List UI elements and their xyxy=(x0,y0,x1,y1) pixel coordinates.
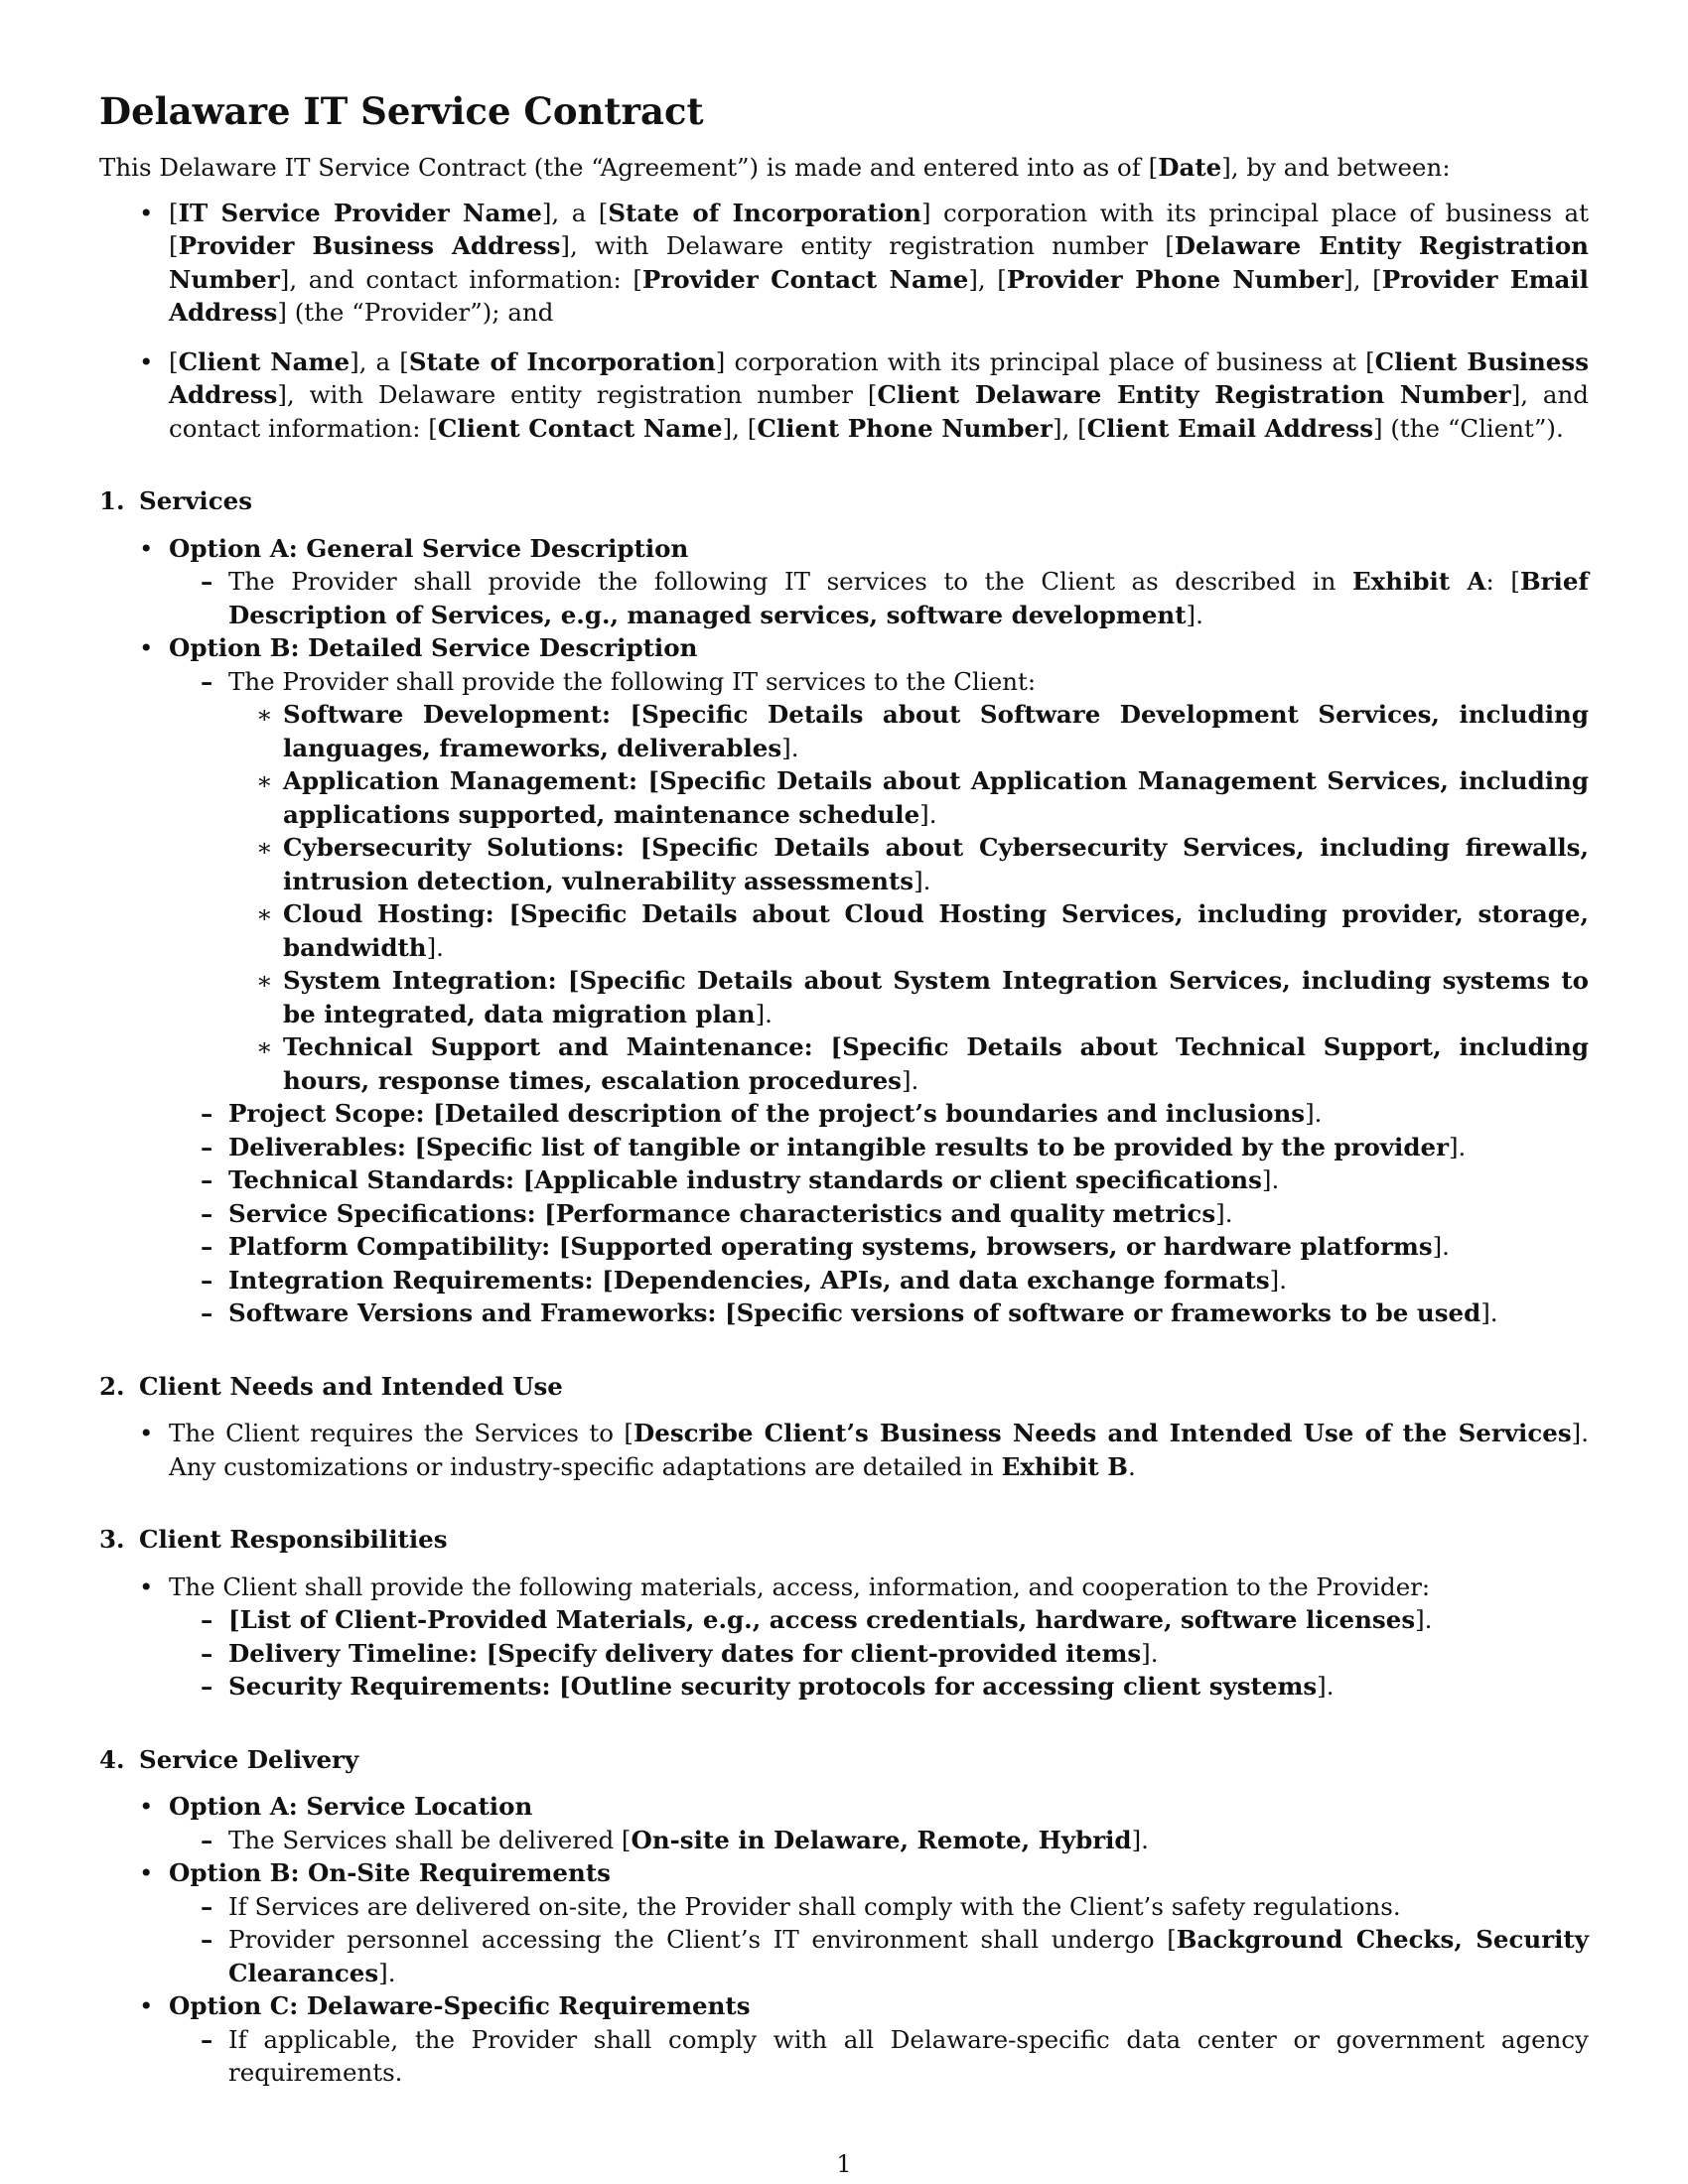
list-item: – [List of Client-Provided Materials, e.g., access credentials, hardware, software licenses]. xyxy=(169,1603,1589,1637)
list-item: ∗ Application Management: [Specific Details about Application Management Services, including applications supported, maintenance schedule]. xyxy=(228,764,1589,831)
list-item: ∗ System Integration: [Specific Details about System Integration Services, including systems to be integrated, data migration plan]. xyxy=(228,964,1589,1030)
services-options xyxy=(99,532,1589,1330)
list-item: – Integration Requirements: [Dependencies, APIs, and data exchange formats]. xyxy=(169,1264,1589,1297)
list-item: – Security Requirements: [Outline security protocols for accessing client systems]. xyxy=(169,1670,1589,1704)
list-item: ∗ Cloud Hosting: [Specific Details about Cloud Hosting Services, including provider, storage, bandwidth]. xyxy=(228,897,1589,964)
services-option-a: • Option A: General Service Description – The Provider shall provide the following IT services to the Client as described in Exhibit A: [Brief Description of Services, e.g., managed services, software development]. xyxy=(99,532,1589,632)
provider-party: • [IT Service Provider Name], a [State of Incorporation] corporation with its principal place of business at [Provider Business Address], with Delaware entity registration number [Delaware Entity Registration Number], and contact information: [Provider Contact Name], [Provider Phone Number], [Provider Email Address] (the “Provider”); and xyxy=(99,197,1589,330)
section-heading-client-responsibilities: 3. Client Responsibilities xyxy=(99,1525,448,1554)
service-type-list xyxy=(228,698,1589,1097)
delivery-option-c: • Option C: Delaware-Specific Requirements – If applicable, the Provider shall comply with all Delaware-specific data center or government agency requirements. xyxy=(99,1989,1589,2090)
services-option-a-text: – The Provider shall provide the following IT services to the Client as described in Exhibit A: [Brief Description of Services, e.g., managed services, software development]. xyxy=(169,565,1589,631)
section-heading-client-needs: 2. Client Needs and Intended Use xyxy=(99,1371,563,1401)
client-needs-list xyxy=(99,1417,1589,1483)
client-party: • [Client Name], a [State of Incorporation] corporation with its principal place of business at [Client Business Address], with Delaware entity registration number [Client Delaware Entity Registration Number], and contact information: [Client Contact Name], [Client Phone Number], [Client Email Address] (the “Client”). xyxy=(99,345,1589,446)
list-item: – If Services are delivered on-site, the Provider shall comply with the Client’s safety regulations. xyxy=(169,1890,1589,1924)
delivery-option-b: • Option B: On-Site Requirements – If Services are delivered on-site, the Provider shall comply with the Client’s safety regulations. – Provider personnel accessing the Client’s IT environment shall undergo [Background Checks, Security Clearances]. xyxy=(99,1856,1589,1989)
services-option-b-intro: – The Provider shall provide the following IT services to the Client: ∗ Software Development: [Specific Details about Software Development Services, including languages, frameworks, deliverables]. ∗ Application Management: [Specific Details about Application Management Services, including applications supported, maintenance schedule]. ∗ Cybersecurity Solutions: [Specific Details about Cybersecurity Services, including firewalls, intrusion detection, vulnerability assessments]. ∗ Cloud Hosting: [Specific Details about Cloud Hosting Services, including provider, storage, bandwidth]. ∗ System Integration: [Specific Details about System Integration Services, including systems to be integrated, data migration plan]. ∗ Technical Support and Maintenance: [Specific Details about Technical Support, including hours, response times, escalation procedures]. xyxy=(169,665,1589,1098)
list-item: ∗ Software Development: [Specific Details about Software Development Services, including languages, frameworks, deliverables]. xyxy=(228,698,1589,764)
section-heading-services: 1. Services xyxy=(99,486,253,515)
document-title: Delaware IT Service Contract xyxy=(99,89,704,133)
list-item: – Platform Compatibility: [Supported operating systems, browsers, or hardware platforms]. xyxy=(169,1230,1589,1264)
parties-list xyxy=(99,197,1589,446)
list-item: – Delivery Timeline: [Specify delivery dates for client-provided items]. xyxy=(169,1637,1589,1671)
list-item: – The Services shall be delivered [On-site in Delaware, Remote, Hybrid]. xyxy=(169,1824,1589,1857)
service-delivery-options xyxy=(99,1790,1589,2090)
intro-paragraph: This Delaware IT Service Contract (the “Agreement”) is made and entered into as of [Date], by and between: xyxy=(99,153,1451,182)
list-item: – If applicable, the Provider shall comply with all Delaware-specific data center or government agency requirements. xyxy=(169,2023,1589,2090)
client-needs-text: • The Client requires the Services to [Describe Client’s Business Needs and Intended Use of the Services]. Any customizations or industry-specific adaptations are detailed in Exhibit B. xyxy=(99,1417,1589,1483)
section-heading-service-delivery: 4. Service Delivery xyxy=(99,1744,359,1774)
page-number: 1 xyxy=(836,2150,852,2178)
services-option-b: • Option B: Detailed Service Description – The Provider shall provide the following IT services to the Client: ∗ Software Development: [Specific Details about Software Development Services, including languages, frameworks, deliverables]. ∗ Application Management: [Specific Details about Application Management Services, including applications supported, maintenance schedule]. ∗ Cybersecurity Solutions: [Specific Details about Cybersecurity Services, including firewalls, intrusion detection, vulnerability assessments]. ∗ Cloud Hosting: [Specific Details about Cloud Hosting Services, including provider, storage, bandwidth]. ∗ System Integration: [Specific Details about System Integration Services, including systems to be integrated, data migration plan]. ∗ Technical Support and Maintenance: [Specific Details about Technical Support, including hours, response times, escalation procedures]. – Project Scope: [Detailed description of the project’s boundaries and inclusions]. – Deliverables: [Specific list of tangible or intangible results to be provided by the provider]. – Technical Standards: [Applicable industry standards or client specifications]. – Service Specifications: [Performance characteristics and quality metrics]. – Platform Compatibility: [Supported operating systems, browsers, or hardware platforms]. – Integration Requirements: [Dependencies, APIs, and data exchange formats]. – Software Versions and Frameworks: [Specific versions of software or frameworks to be used]. xyxy=(99,631,1589,1330)
client-responsibilities-intro: • The Client shall provide the following materials, access, information, and cooperation to the Provider: – [List of Client-Provided Materials, e.g., access credentials, hardware, software licenses]. – Delivery Timeline: [Specify delivery dates for client-provided items]. – Security Requirements: [Outline security protocols for accessing client systems]. xyxy=(99,1570,1589,1704)
list-item: – Service Specifications: [Performance characteristics and quality metrics]. xyxy=(169,1197,1589,1231)
list-item: ∗ Cybersecurity Solutions: [Specific Details about Cybersecurity Services, including firewalls, intrusion detection, vulnerability assessments]. xyxy=(228,831,1589,897)
client-responsibilities-list xyxy=(99,1570,1589,1704)
list-item: – Deliverables: [Specific list of tangible or intangible results to be provided by the provider]. xyxy=(169,1131,1589,1164)
contract-page xyxy=(99,87,1589,2090)
list-item: – Technical Standards: [Applicable industry standards or client specifications]. xyxy=(169,1163,1589,1197)
list-item: – Project Scope: [Detailed description of the project’s boundaries and inclusions]. xyxy=(169,1097,1589,1131)
list-item: ∗ Technical Support and Maintenance: [Specific Details about Technical Support, including hours, response times, escalation procedures]. xyxy=(228,1030,1589,1097)
delivery-option-a: • Option A: Service Location – The Services shall be delivered [On-site in Delaware, Remote, Hybrid]. xyxy=(99,1790,1589,1856)
list-item: – Provider personnel accessing the Client’s IT environment shall undergo [Background Checks, Security Clearances]. xyxy=(169,1923,1589,1989)
list-item: – Software Versions and Frameworks: [Specific versions of software or frameworks to be used]. xyxy=(169,1297,1589,1330)
